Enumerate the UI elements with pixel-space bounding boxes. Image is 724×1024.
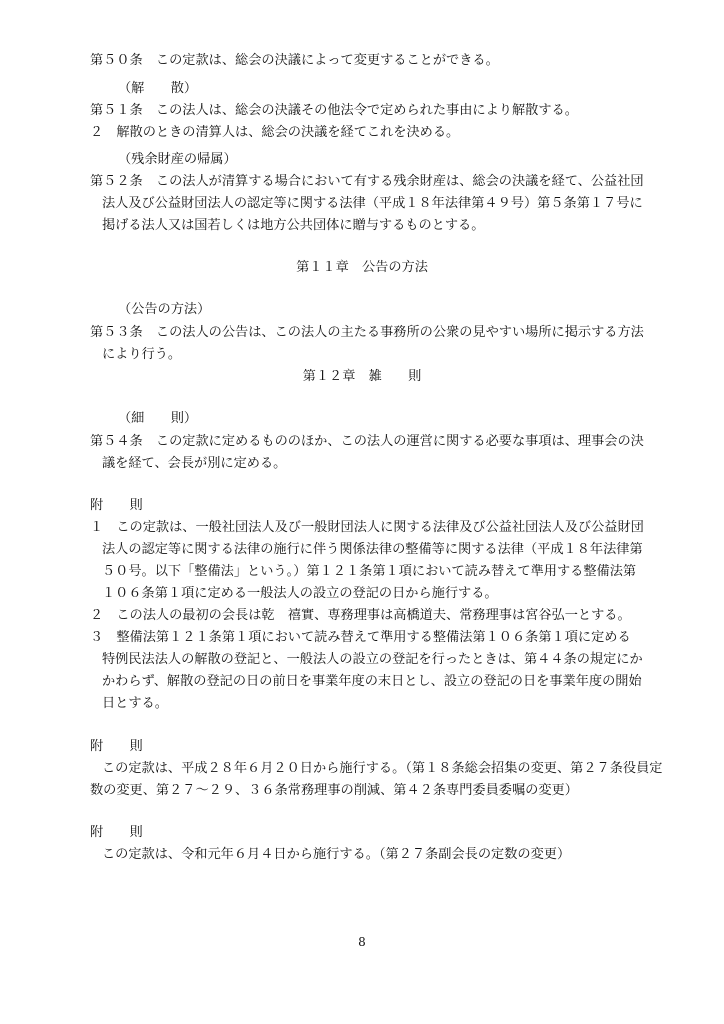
supplementary-2-line-2: 数の変更、第２７～２９、３６条常務理事の削減、第４２条専門委員委嘱の変更） bbox=[90, 783, 578, 798]
article-50-text: 第５０条 この定款は、総会の決議によって変更することができる。 bbox=[90, 53, 499, 68]
supplementary-3-line-1: この定款は、令和元年６月４日から施行する。（第２７条副会長の定数の変更） bbox=[102, 847, 571, 862]
article-53-text-line-2: により行う。 bbox=[102, 347, 182, 362]
article-54-text-line-1: 第５４条 この定款に定めるもののほか、この法人の運営に関する必要な事項は、理事会の決 bbox=[90, 434, 644, 449]
article-51-paragraph-2: ２ 解散のときの清算人は、総会の決議を経てこれを決める。 bbox=[90, 125, 460, 140]
supplementary-1-para-1-line-4: １０６条第１項に定める一般法人の設立の登記の日から施行する。 bbox=[102, 586, 498, 601]
article-52-caption: （残余財産の帰属） bbox=[118, 152, 237, 167]
article-54-caption: （細 則） bbox=[118, 411, 198, 426]
supplementary-1-para-1-line-2: 法人の認定等に関する法律の施行に伴う関係法律の整備等に関する法律（平成１８年法律第 bbox=[102, 542, 643, 557]
chapter-12-title: 第１２章 雑 則 bbox=[302, 369, 422, 384]
supplementary-provisions-heading-3: 附 則 bbox=[90, 825, 143, 840]
article-52-text-line-1: 第５２条 この法人が清算する場合において有する残余財産は、総会の決議を経て、公益社団 bbox=[90, 174, 644, 189]
supplementary-1-para-3-line-4: 日とする。 bbox=[102, 696, 168, 711]
supplementary-1-para-2: ２ この法人の最初の会長は乾 禧實、専務理事は高橋道夫、常務理事は宮谷弘一とする。 bbox=[90, 608, 631, 623]
chapter-11-title: 第１１章 公告の方法 bbox=[296, 260, 428, 275]
article-52-text-line-2: 法人及び公益財団法人の認定等に関する法律（平成１８年法律第４９号）第５条第１７号に bbox=[102, 196, 643, 211]
supplementary-1-para-3-line-3: かわらず、解散の登記の日の前日を事業年度の末日とし、設立の登記の日を事業年度の開始 bbox=[102, 674, 642, 689]
article-53-text-line-1: 第５３条 この法人の公告は、この法人の主たる事務所の公衆の見やすい場所に掲示する方法 bbox=[90, 325, 644, 340]
supplementary-provisions-heading-2: 附 則 bbox=[90, 739, 143, 754]
supplementary-1-para-3-line-1: ３ 整備法第１２１条第１項において読み替えて準用する整備法第１０６条第１項に定める bbox=[90, 630, 631, 645]
article-53-caption: （公告の方法） bbox=[118, 302, 211, 317]
article-51-text: 第５１条 この法人は、総会の決議その他法令で定められた事由により解散する。 bbox=[90, 103, 578, 118]
supplementary-1-para-1-line-1: １ この定款は、一般社団法人及び一般財団法人に関する法律及び公益社団法人及び公益財団 bbox=[90, 520, 644, 535]
supplementary-provisions-heading-1: 附 則 bbox=[90, 498, 143, 513]
supplementary-1-para-1-line-3: ５０号。以下「整備法」という。）第１２１条第１項において読み替えて準用する整備法第 bbox=[102, 564, 637, 579]
supplementary-2-line-1: この定款は、平成２８年６月２０日から施行する。（第１８条総会招集の変更、第２７条役員定 bbox=[102, 761, 663, 776]
page-number: 8 bbox=[358, 935, 366, 949]
article-54-text-line-2: 議を経て、会長が別に定める。 bbox=[102, 456, 287, 471]
article-51-caption: （解 散） bbox=[118, 81, 198, 96]
article-52-text-line-3: 掲げる法人又は国若しくは地方公共団体に贈与するものとする。 bbox=[102, 218, 485, 233]
supplementary-1-para-3-line-2: 特例民法法人の解散の登記と、一般法人の設立の登記を行ったときは、第４４条の規定にか bbox=[102, 652, 643, 667]
